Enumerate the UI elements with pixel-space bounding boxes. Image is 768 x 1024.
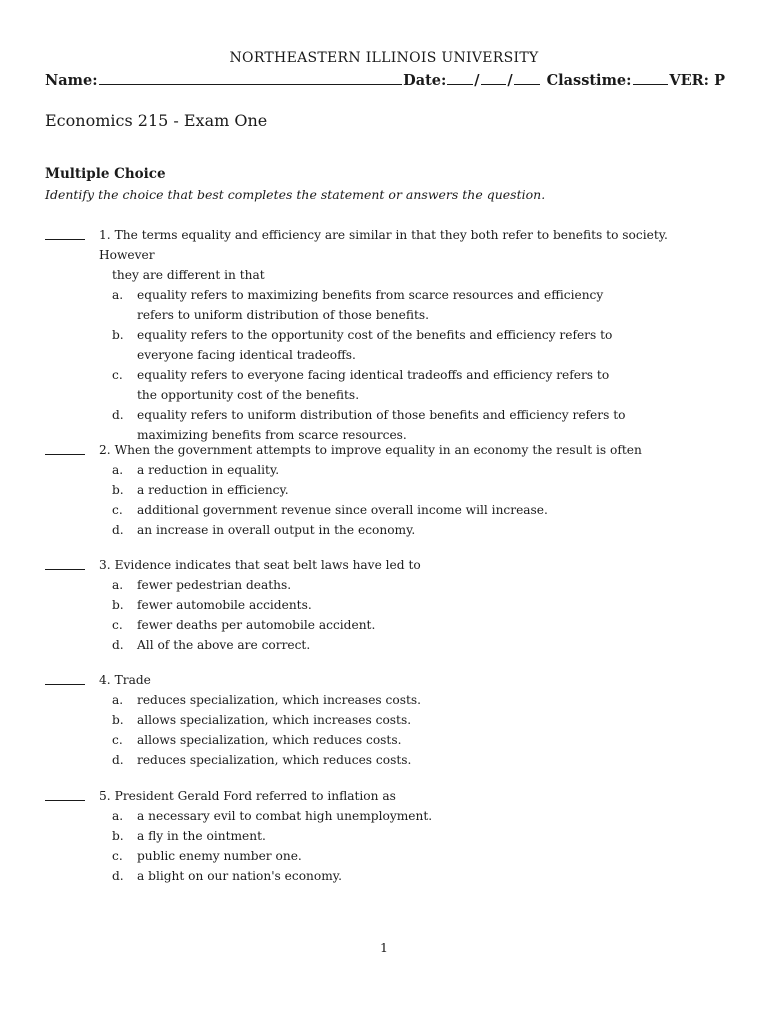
question-text: The terms equality and efficiency are similar in that they both refer to benefits to society. However <box>99 228 668 262</box>
classtime-label: Classtime: <box>546 72 632 89</box>
date-day-blank[interactable] <box>481 72 507 85</box>
question-number: 2. <box>99 443 111 457</box>
answer-blank[interactable] <box>45 670 85 685</box>
choice-b: b. equality refers to the opportunity cost of the benefits and efficiency refers to everyone facing identical tradeoffs. <box>112 328 613 362</box>
date-label: Date: <box>403 72 447 89</box>
choice-d: d. reduces specialization, which reduces costs. <box>112 753 412 767</box>
choice-d: d. All of the above are correct. <box>112 638 311 652</box>
version-label: VER: P <box>669 72 725 89</box>
question-number: 4. <box>99 673 111 687</box>
name-blank[interactable] <box>99 72 403 85</box>
date-year-blank[interactable] <box>514 72 540 85</box>
section-title: Multiple Choice <box>45 166 166 182</box>
choice-c: c. public enemy number one. <box>112 849 302 863</box>
choice-c: c. equality refers to everyone facing identical tradeoffs and efficiency refers to the opportunity cost of the benefits. <box>112 368 610 402</box>
question-number: 1. <box>99 228 111 242</box>
question-2 <box>45 440 725 540</box>
question-5 <box>45 786 725 886</box>
question-text: Evidence indicates that seat belt laws have led to <box>114 558 421 572</box>
answer-blank[interactable] <box>45 225 85 240</box>
question-4 <box>45 670 725 770</box>
classtime-blank[interactable] <box>633 72 669 85</box>
date-separator: / <box>474 72 480 89</box>
choice-a: a. a necessary evil to combat high unemployment. <box>112 809 433 823</box>
question-1 <box>45 225 725 445</box>
choice-a: a. reduces specialization, which increases costs. <box>112 693 421 707</box>
choice-b: b. a fly in the ointment. <box>112 829 266 843</box>
question-3 <box>45 555 725 655</box>
question-text: Trade <box>114 673 151 687</box>
date-separator: / <box>507 72 513 89</box>
date-month-blank[interactable] <box>447 72 473 85</box>
choice-d: d. a blight on our nation's economy. <box>112 869 342 883</box>
question-text: President Gerald Ford referred to inflation as <box>114 789 396 803</box>
student-info-line <box>45 72 725 89</box>
choice-c: c. allows specialization, which reduces costs. <box>112 733 402 747</box>
choice-d: d. equality refers to uniform distribution of those benefits and efficiency refers to maximizing benefits from scarce resources. <box>112 408 626 442</box>
question-number: 3. <box>99 558 111 572</box>
page-number: 1 <box>380 940 388 955</box>
name-label: Name: <box>45 72 98 89</box>
choice-c: c. fewer deaths per automobile accident. <box>112 618 376 632</box>
question-text: When the government attempts to improve equality in an economy the result is often <box>114 443 642 457</box>
question-text-continued: they are different in that <box>112 268 265 282</box>
choice-d: d. an increase in overall output in the economy. <box>112 523 416 537</box>
choice-b: b. a reduction in efficiency. <box>112 483 289 497</box>
university-name: NORTHEASTERN ILLINOIS UNIVERSITY <box>229 50 539 66</box>
choice-c: c. additional government revenue since overall income will increase. <box>112 503 548 517</box>
question-number: 5. <box>99 789 111 803</box>
answer-blank[interactable] <box>45 555 85 570</box>
exam-title: Economics 215 - Exam One <box>45 111 268 130</box>
answer-blank[interactable] <box>45 440 85 455</box>
section-instructions: Identify the choice that best completes the statement or answers the question. <box>45 187 546 202</box>
choice-a: a. a reduction in equality. <box>112 463 280 477</box>
choice-b: b. fewer automobile accidents. <box>112 598 312 612</box>
choice-b: b. allows specialization, which increases costs. <box>112 713 412 727</box>
choice-a: a. equality refers to maximizing benefits from scarce resources and efficiency refers to uniform distribution of those benefits. <box>112 288 604 322</box>
answer-blank[interactable] <box>45 786 85 801</box>
choice-a: a. fewer pedestrian deaths. <box>112 578 292 592</box>
